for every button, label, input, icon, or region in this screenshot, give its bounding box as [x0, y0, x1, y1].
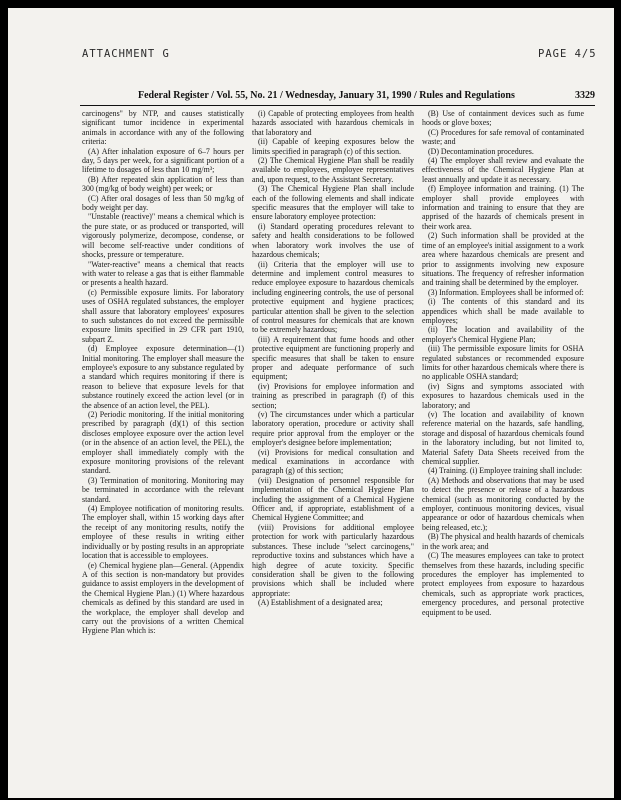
paragraph: (2) Periodic monitoring. If the initial monitoring prescribed by paragraph (d)(1) of this section discloses employee exposure over the action level (or in the absence of an action level, the PEL), the employer shall immediately comply with the exposure monitoring provisions of the relevant standard. — [82, 410, 244, 476]
paragraph: (2) Such information shall be provided at the time of an employee's initial assignment to a work area where hazardous chemicals are present and prior to assignments involving new exposure situations. The frequency of refresher information and training shall be determined by the employer. — [422, 231, 584, 288]
paragraph: (C) The measures employees can take to protect themselves from these hazards, including specific procedures the employer has implemented to protect employees from exposure to hazardous chemicals, such as appropriate work practices, emergency procedures, and personal protective equipment to be used. — [422, 551, 584, 617]
paragraph: (B) The physical and health hazards of chemicals in the work area; and — [422, 532, 584, 551]
running-head-title: Federal Register / Vol. 55, No. 21 / Wednesday, January 31, 1990 / Rules and Regulations — [138, 90, 515, 101]
paragraph: (vii) Designation of personnel responsible for implementation of the Chemical Hygiene Plan including the assignment of a Chemical Hygiene Officer and, if appropriate, establishment of a Chemical Hygiene Committee; and — [252, 475, 414, 523]
paragraph: (iii) The permissible exposure limits for OSHA regulated substances or recommended exposure limits for other hazardous chemicals where there is no applicable OSHA standard; — [422, 344, 584, 382]
paragraph: (v) The circumstances under which a particular laboratory operation, procedure or activity shall require prior approval from the employer or the employer's designee before implementation; — [252, 410, 414, 448]
page-number: 3329 — [575, 90, 595, 101]
paragraph: (D) Decontamination procedures. — [428, 146, 534, 156]
paragraph: (A) After inhalation exposure of 6–7 hours per day, 5 days per week, for a significant portion of a lifetime to dosages of less than 10 mg/m³; — [82, 146, 244, 175]
paragraph: (f) Employee information and training. (1) The employer shall provide employees with information and training to ensure that they are apprised of the hazards of chemicals present in their work area. — [422, 184, 584, 231]
paragraph: (vi) Provisions for medical consultation and medical examinations in accordance with paragraph (g) of this section; — [252, 447, 414, 476]
paragraph: (ii) The location and availability of the employer's Chemical Hygiene Plan; — [422, 325, 584, 344]
header-rule — [80, 105, 595, 106]
paragraph: (ii) Criteria that the employer will use to determine and implement control measures to reduce employee exposure to hazardous chemicals including engineering controls, the use of personal protective equipment and hygiene practices; particular attention shall be given to the selection of control measures for chemicals that are known to be extremely hazardous; — [252, 259, 414, 335]
paragraph: (4) Employee notification of monitoring results. The employer shall, within 15 working days after the receipt of any monitoring results, notify the employee of these results in writing either individually or by posting results in an appropriate location that is accessible to employees. — [82, 504, 244, 561]
paragraph: (4) The employer shall review and evaluate the effectiveness of the Chemical Hygiene Plan at least annually and update it as necessary. — [422, 156, 584, 184]
paragraph: (iii) A requirement that fume hoods and other protective equipment are functioning properly and specific measures that shall be taken to ensure proper and adequate performance of such equipment; — [252, 334, 414, 382]
paragraph: (C) Procedures for safe removal of contaminated waste; and — [422, 127, 584, 147]
attachment-label: ATTACHMENT G — [82, 48, 170, 60]
paragraph: (2) The Chemical Hygiene Plan shall be readily available to employees, employee representatives and, upon request, to the Assistant Secretary. — [252, 156, 414, 184]
paragraph: (viii) Provisions for additional employee protection for work with particularly hazardous substances. These include "select carcinogens," reproductive toxins and substances which have a high degree of acute toxicity. Specific consideration shall be given to the following provisions which shall be included where appropriate: — [252, 522, 414, 598]
fax-page-label: PAGE 4/5 — [538, 48, 597, 60]
paragraph: carcinogens" by NTP, and causes statistically significant tumor incidence in experimental animals in accordance with any of the following criteria: — [82, 109, 244, 147]
text-column-2 — [252, 109, 414, 789]
paragraph: (iv) Provisions for employee information and training as prescribed in paragraph (f) of this section; — [252, 381, 414, 410]
paragraph: (iv) Signs and symptoms associated with exposures to hazardous chemicals used in the laboratory; and — [422, 381, 584, 410]
text-column-3 — [422, 109, 584, 789]
paragraph: "Unstable (reactive)" means a chemical which is the pure state, or as produced or transported, will vigorously polymerize, decompose, condense, or will become self-reactive under conditions of shocks, pressure or temperature. — [82, 212, 244, 260]
paragraph: (e) Chemical hygiene plan—General. (Appendix A of this section is non-mandatory but provides guidance to assist employers in the development of the Chemical Hygiene Plan.) (1) Where hazardous chemicals as defined by this standard are used in the workplace, the employer shall develop and carry out the provisions of a written Chemical Hygiene Plan which is: — [82, 560, 244, 636]
paragraph: (3) The Chemical Hygiene Plan shall include each of the following elements and shall indicate specific measures that the employer will take to ensure laboratory employee protection: — [252, 184, 414, 222]
paragraph: (B) Use of containment devices such as fume hoods or glove boxes; — [422, 109, 584, 128]
paragraph: (3) Termination of monitoring. Monitoring may be terminated in accordance with the relevant standard. — [82, 475, 244, 504]
paragraph: (A) Establishment of a designated area; — [258, 598, 383, 608]
document-page — [8, 8, 614, 798]
paragraph: (i) The contents of this standard and its appendices which shall be made available to employees; — [422, 297, 584, 325]
paragraph: (d) Employee exposure determination—(1) Initial monitoring. The employer shall measure the employee's exposure to any substance regulated by a standard which requires monitoring if there is reason to believe that exposure levels for that substance routinely exceed the action level (or in the absence of an action level, the PEL). — [82, 344, 244, 410]
paragraph: "Water-reactive" means a chemical that reacts with water to release a gas that is either flammable or presents a health hazard. — [82, 259, 244, 288]
paragraph: (c) Permissible exposure limits. For laboratory uses of OSHA regulated substances, the employer shall assure that laboratory employees' exposures to such substances do not exceed the permissible exposure limits specified in 29 CFR part 1910, subpart Z. — [82, 287, 244, 344]
paragraph: (3) Information. Employees shall be informed of: — [428, 287, 584, 297]
paragraph: (i) Standard operating procedures relevant to safety and health considerations to be followed when laboratory work involves the use of hazardous chemicals; — [252, 221, 414, 260]
paragraph: (ii) Capable of keeping exposures below the limits specified in paragraph (c) of this section. — [252, 137, 414, 156]
paragraph: (i) Capable of protecting employees from health hazards associated with hazardous chemicals in that laboratory and — [252, 109, 414, 137]
paragraph: (B) After repeated skin application of less than 300 (mg/kg of body weight) per week; or — [82, 174, 244, 194]
text-column-1 — [82, 109, 244, 789]
running-header — [80, 90, 595, 104]
paragraph: (v) The location and availability of known reference material on the hazards, safe handling, storage and disposal of hazardous chemicals found in the laboratory including, but not limited to, Material Safety Data Sheets received from the chemical supplier. — [422, 410, 584, 467]
paragraph: (4) Training. (i) Employee training shall include: — [428, 466, 583, 476]
paragraph: (C) After oral dosages of less than 50 mg/kg of body weight per day. — [82, 193, 244, 213]
paragraph: (A) Methods and observations that may be used to detect the presence or release of a hazardous chemical (such as monitoring conducted by the employer, continuous monitoring devices, visual appearance or odor of hazardous chemicals when being released, etc.); — [422, 475, 584, 532]
